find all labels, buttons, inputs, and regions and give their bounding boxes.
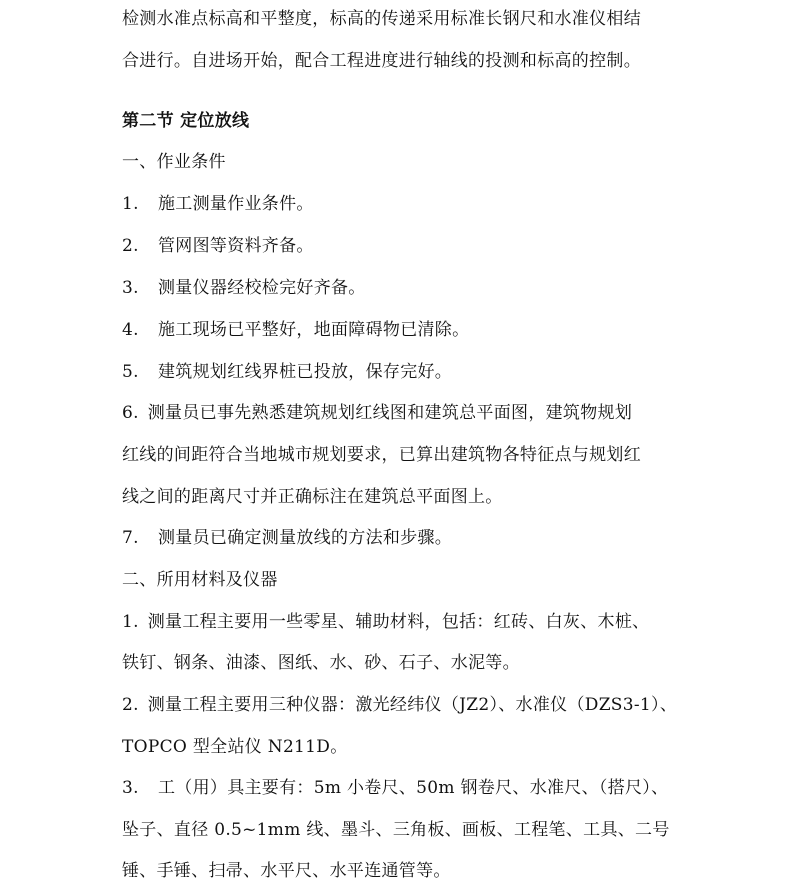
list-item bbox=[122, 361, 452, 383]
list-item bbox=[122, 277, 366, 299]
list-item-text: 施工现场已平整好，地面障碍物已清除。 bbox=[158, 320, 470, 340]
list-item bbox=[122, 777, 668, 799]
list-item-number: 1. bbox=[122, 612, 139, 632]
list-item-text: 建筑规划红线界桩已投放，保存完好。 bbox=[158, 362, 453, 382]
list-item-continuation: 线之间的距离尺寸并正确标注在建筑总平面图上。 bbox=[122, 487, 503, 507]
list-item-continuation: 铁钉、钢条、油漆、图纸、水、砂、石子、水泥等。 bbox=[122, 653, 520, 673]
list-item-number: 3. bbox=[122, 778, 139, 798]
list-item-number: 3. bbox=[122, 278, 139, 298]
list-item-number: 1. bbox=[122, 194, 139, 214]
section-title: 第二节 定位放线 bbox=[122, 111, 250, 131]
list-item-text: 测量仪器经校检完好齐备。 bbox=[158, 278, 366, 298]
list-item bbox=[122, 527, 452, 549]
list-item-text: 工（用）具主要有：5m 小卷尺、50m 钢卷尺、水准尺、（搭尺）、 bbox=[158, 778, 669, 798]
list-item-number: 6. bbox=[122, 403, 139, 423]
list-item bbox=[122, 193, 314, 215]
list-item-text: 管网图等资料齐备。 bbox=[158, 236, 314, 256]
list-item-number: 4. bbox=[122, 320, 139, 340]
list-item bbox=[122, 402, 632, 424]
list-item-continuation: 锤、手锤、扫帚、水平尺、水平连通管等。 bbox=[122, 861, 451, 881]
list-item-text: 测量工程主要用三种仪器：激光经纬仪（JZ2）、水准仪（DZS3-1）、 bbox=[147, 695, 678, 715]
list-item-number: 2. bbox=[122, 236, 139, 256]
list-item bbox=[122, 235, 314, 257]
list-item bbox=[122, 611, 649, 633]
subsection-1-title: 一、作业条件 bbox=[122, 152, 226, 172]
list-item-number: 2. bbox=[122, 695, 139, 715]
list-item-number: 7. bbox=[122, 528, 139, 548]
list-item-text: 施工测量作业条件。 bbox=[158, 194, 314, 214]
list-item-continuation: TOPCO 型全站仪 N211D。 bbox=[122, 737, 348, 757]
intro-line-2: 合进行。自进场开始，配合工程进度进行轴线的投测和标高的控制。 bbox=[122, 51, 641, 71]
subsection-2-title: 二、所用材料及仪器 bbox=[122, 570, 278, 590]
list-item-number: 5. bbox=[122, 362, 139, 382]
list-item-continuation: 红线的间距符合当地城市规划要求，已算出建筑物各特征点与规划红 bbox=[122, 445, 641, 465]
intro-line-1: 检测水准点标高和平整度，标高的传递采用标准长钢尺和水准仪相结 bbox=[122, 9, 641, 29]
list-item-text: 测量工程主要用一些零星、辅助材料，包括：红砖、白灰、木桩、 bbox=[147, 612, 650, 632]
list-item-continuation: 坠子、直径 0.5~1mm 线、墨斗、三角板、画板、工程笔、工具、二号 bbox=[122, 820, 670, 840]
list-item bbox=[122, 319, 469, 341]
list-item bbox=[122, 694, 677, 716]
list-item-text: 测量员已确定测量放线的方法和步骤。 bbox=[158, 528, 453, 548]
list-item-text: 测量员已事先熟悉建筑规划红线图和建筑总平面图，建筑物规划 bbox=[147, 403, 633, 423]
